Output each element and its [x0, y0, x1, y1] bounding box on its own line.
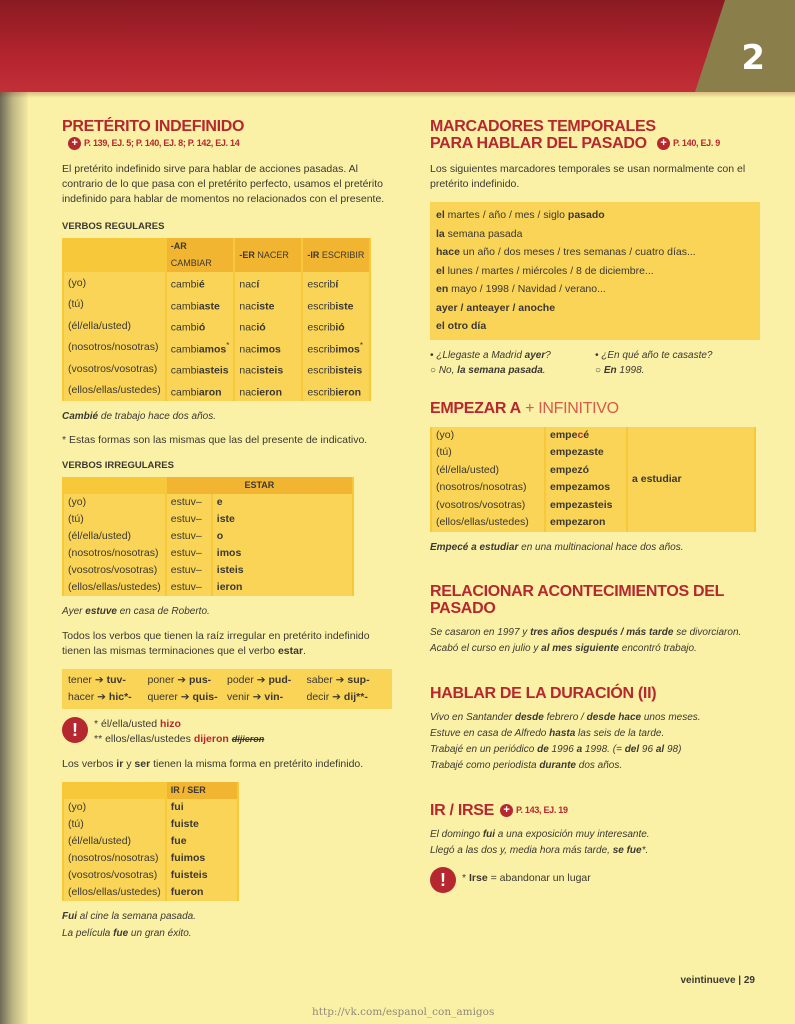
- regulares-row: (nosotros/nosotras) cambiamos* nacimos escribimos*: [64, 337, 369, 359]
- preterito-title: [62, 118, 392, 152]
- empezar-row: (nosotros/nosotras) empezamos: [432, 479, 754, 497]
- regulares-row: (yo) cambié nací escribí: [64, 272, 369, 294]
- irregular-stems: [62, 669, 392, 709]
- regulares-row: (tú) cambiaste naciste escribiste: [64, 294, 369, 316]
- estar-table: [62, 477, 354, 596]
- irse-examples: El domingo fui a una exposición muy interesante. Llegó a las dos y, media hora más tarde, se fue*.: [430, 829, 650, 857]
- header-ir: -IR ESCRIBIR: [303, 238, 369, 272]
- duracion-examples: Vivo en Santander desde febrero / desde hace unos meses. Estuve en casa de Alfredo hasta las seis de la tarde. Trabajé en un periódico de 1996 a 1998. (= del 96 al 98) Trabajé como periodista durante dos años.: [430, 711, 701, 771]
- irse-ref: + P. 143, EJ. 19: [500, 802, 568, 819]
- alert-line-1: * él/ella/usted hizo: [94, 718, 181, 731]
- regulares-title: VERBOS REGULARES: [62, 221, 165, 233]
- marcadores-box: [430, 202, 760, 340]
- ir-ser-row: (tú) fuiste: [64, 816, 237, 833]
- alert-line-2: ** ellos/ellas/ustedes dijeron dijieron: [94, 733, 265, 746]
- preterito-title-text: PRETÉRITO INDEFINIDO: [62, 118, 245, 135]
- ir-ser-row: (nosotros/nosotras) fuimos: [64, 850, 237, 867]
- marker-line: el lunes / martes / miércoles / 8 de diciembre...: [436, 264, 654, 277]
- empezar-row: (tú) empezaste: [432, 444, 754, 462]
- preterito-ref-text: P. 139, EJ. 5; P. 140, EJ. 8; P. 142, EJ. 14: [84, 138, 240, 149]
- ir-ser-row: (yo) fui: [64, 799, 237, 816]
- preterito-ref: [68, 135, 239, 152]
- estar-example: Ayer estuve en casa de Roberto.: [62, 606, 210, 618]
- empezar-row: (ellos/ellas/ustedes) empezaron: [432, 514, 754, 532]
- marker-line: hace un año / dos meses / tres semanas / cuatro días...: [436, 246, 696, 259]
- regulares-row: (vosotros/vosotras) cambiasteis nacisteis escribisteis: [64, 358, 369, 380]
- book-spine: [0, 0, 28, 1024]
- ir-ser-example-2: La película fue un gran éxito.: [62, 928, 192, 940]
- ir-ser-text: Los verbos ir y ser tienen la misma forma en pretérito indefinido.: [62, 758, 364, 771]
- stem-item: poder ➔ pud-: [227, 674, 292, 687]
- marker-line: el otro día: [436, 320, 487, 333]
- empezar-row: (él/ella/usted) empezó: [432, 462, 754, 480]
- raiz-text: Todos los verbos que tienen la raíz irregular en pretérito indefinido tienen las mismas terminaciones que el verbo estar.: [62, 630, 370, 658]
- footnote: * Estas formas son las mismas que las del presente de indicativo.: [62, 434, 368, 447]
- marcadores-ref: + P. 140, EJ. 9: [657, 135, 720, 152]
- relacionar-examples: Se casaron en 1997 y tres años después / más tarde se divorciaron. Acabó el curso en julio y al mes siguiente encontró trabajo.: [430, 626, 742, 654]
- question-1: • ¿Llegaste a Madrid ayer?: [430, 349, 551, 361]
- stem-item: querer ➔ quis-: [147, 691, 218, 704]
- alert-hizo: [62, 717, 392, 747]
- stem-item: poner ➔ pus-: [147, 674, 212, 687]
- ir-ser-row: (ellos/ellas/ustedes) fueron: [64, 884, 237, 901]
- irregulares-title: VERBOS IRREGULARES: [62, 460, 174, 472]
- regulares-header-row: [64, 238, 369, 272]
- right-column: [430, 118, 760, 893]
- empezar-complement: a estudiar: [628, 427, 754, 532]
- marcadores-title: MARCADORES TEMPORALES PARA HABLAR DEL PASADO + P. 140, EJ. 9: [430, 118, 720, 152]
- header-ar: -AR CAMBIAR: [167, 238, 234, 272]
- duracion-title: HABLAR DE LA DURACIÓN (II): [430, 684, 657, 702]
- relacionar-title: RELACIONAR ACONTECIMIENTOS DEL PASADO: [430, 582, 724, 617]
- empezar-row: (vosotros/vosotras) empezasteis: [432, 497, 754, 515]
- empezar-title: EMPEZAR A + INFINITIVO: [430, 399, 619, 417]
- unit-number: 2: [741, 38, 765, 78]
- estar-row: (nosotros/nosotras) estuv– imos: [64, 545, 352, 562]
- preterito-intro: El pretérito indefinido sirve para hablar de acciones pasadas. Al contrario de lo que pasa con el pretérito perfecto, usamos el pretérito indefinido para hablar de momentos no relacionados con el presente.: [62, 163, 385, 206]
- plus-icon: +: [500, 804, 513, 817]
- empezar-row: (yo) empecé a estudiar: [432, 427, 754, 445]
- estar-row: (ellos/ellas/ustedes) estuv– ieron: [64, 579, 352, 596]
- header-band: [0, 0, 795, 92]
- plus-icon: +: [657, 137, 670, 150]
- page-footer: veintinueve | 29: [680, 975, 755, 986]
- marcadores-intro: Los siguientes marcadores temporales se usan normalmente con el pretérito indefinido.: [430, 163, 746, 191]
- irse-title: IR / IRSE + P. 143, EJ. 19: [430, 801, 568, 819]
- header-er: -ER NACER: [235, 238, 301, 272]
- stem-item: venir ➔ vin-: [227, 691, 284, 704]
- marker-line: ayer / anteayer / anoche: [436, 301, 556, 314]
- regulares-table: [62, 238, 371, 401]
- ir-ser-row: (vosotros/vosotras) fuisteis: [64, 867, 237, 884]
- stem-item: decir ➔ dij**-: [306, 691, 368, 704]
- exclamation-icon: !: [430, 867, 456, 893]
- ir-ser-example-1: Fui al cine la semana pasada.: [62, 911, 196, 923]
- estar-row: (yo) estuv– e: [64, 494, 352, 511]
- estar-row: (vosotros/vosotras) estuv– isteis: [64, 562, 352, 579]
- marker-line: el martes / año / mes / siglo pasado: [436, 209, 605, 222]
- empezar-table: [430, 427, 756, 532]
- marker-line: en mayo / 1998 / Navidad / verano...: [436, 283, 606, 296]
- question-2: • ¿En qué año te casaste?: [595, 349, 713, 361]
- estar-header: ESTAR: [167, 477, 352, 494]
- stem-item: tener ➔ tuv-: [68, 674, 126, 687]
- answer-1: ○ No, la semana pasada.: [430, 364, 546, 376]
- ir-ser-header: IR / SER: [167, 782, 237, 799]
- marcadores-dialogue: [430, 348, 760, 378]
- left-column: [62, 118, 392, 941]
- empezar-example: Empecé a estudiar en una multinacional hace dos años.: [430, 541, 684, 553]
- plus-icon: +: [68, 137, 81, 150]
- estar-row: (tú) estuv– iste: [64, 511, 352, 528]
- regulares-example: Cambié de trabajo hace dos años.: [62, 411, 216, 423]
- watermark: http://vk.com/espanol_con_amigos: [312, 1006, 495, 1018]
- estar-row: (él/ella/usted) estuv– o: [64, 528, 352, 545]
- regulares-row: (ellos/ellas/ustedes) cambiaron nacieron escribieron: [64, 380, 369, 402]
- alert-irse: ! * Irse = abandonar un lugar: [430, 867, 760, 893]
- ir-ser-row: (él/ella/usted) fue: [64, 833, 237, 850]
- exclamation-icon: !: [62, 717, 88, 743]
- answer-2: ○ En 1998.: [595, 364, 645, 376]
- marker-line: la semana pasada: [436, 227, 523, 240]
- ir-ser-table: [62, 782, 239, 901]
- regulares-row: (él/ella/usted) cambió nació escribió: [64, 315, 369, 337]
- stem-item: saber ➔ sup-: [306, 674, 370, 687]
- stem-item: hacer ➔ hic*-: [68, 691, 132, 704]
